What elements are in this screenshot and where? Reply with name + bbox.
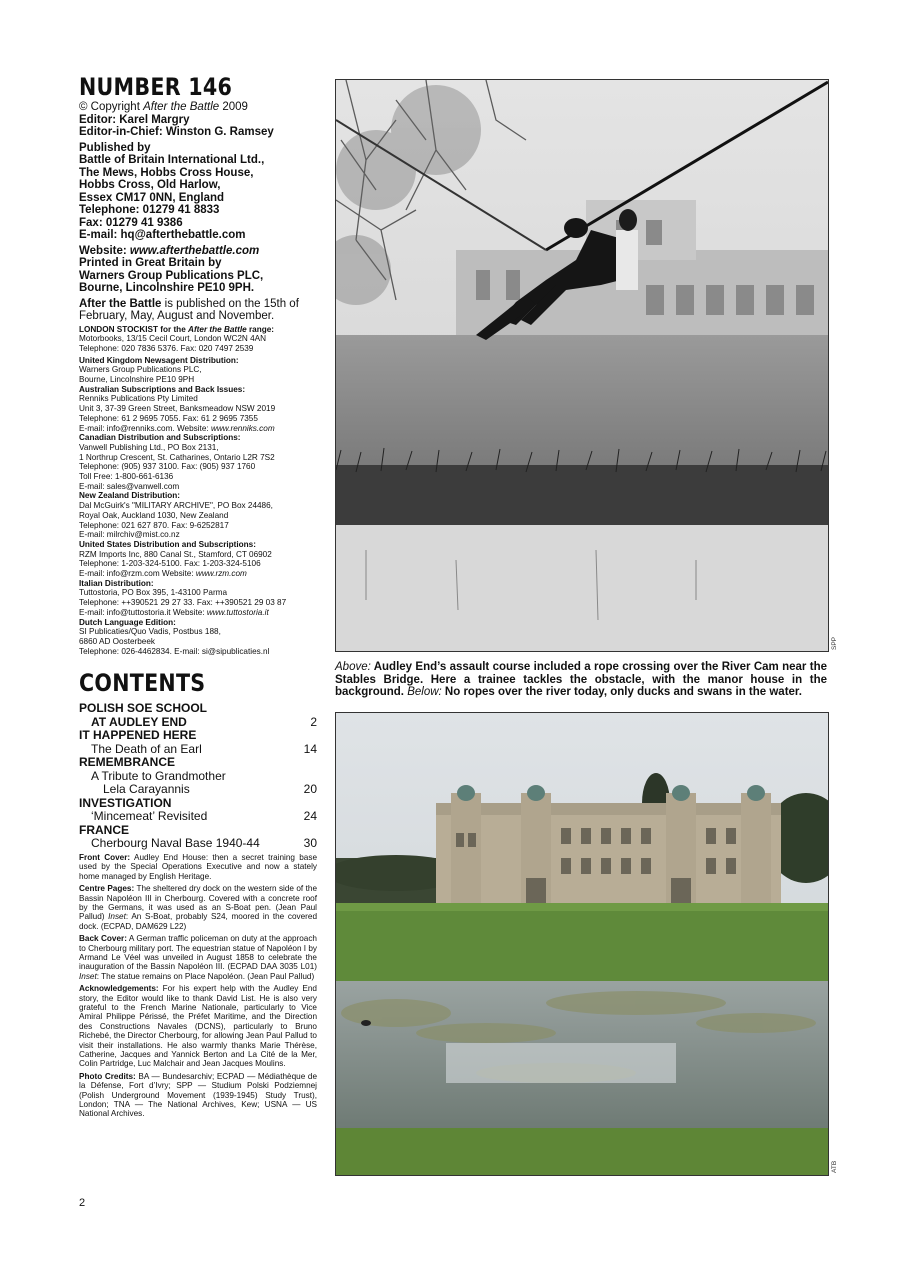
website-link[interactable]: www.afterthebattle.com [129, 244, 260, 257]
photo-caption: Above: Audley End’s assault course included a rope crossing over the River Cam near the Stables Bridge. Here a trainee tackles the obstacle, with the manor house in the background. Below: No ropes over the river today, only ducks and swans in the water. [335, 661, 827, 699]
issue-title: NUMBER 146 [79, 73, 233, 101]
nz-heading: New Zealand Distribution: [79, 491, 180, 501]
audley-end-today-photo [335, 712, 829, 1176]
editor-in-chief: Editor-in-Chief: Winston G. Ramsey [79, 126, 274, 138]
bottom-photo-credit: ATB [831, 1160, 838, 1173]
published-by: Published by [79, 141, 151, 154]
contents-list [79, 702, 317, 851]
cover-notes [79, 853, 317, 1119]
website-line: Website: www.afterthebattle.com [79, 244, 260, 257]
au-heading: Australian Subscriptions and Back Issues: [79, 384, 246, 394]
distribution-list: LONDON STOCKIST for the After the Battle range: Motorbooks, 13/15 Cecil Court, London WC2N 4AN Telephone: 020 7836 5376. Fax: 020 7497 2539 United Kingdom Newsagent Distribution: Warners Group Publications PLC, Bourne, Lincolnshire PE10 9PH Australian Subscriptions and Back Issues: Renniks Publications Pty Limited Unit 3, 37-39 Green Street, Banksmeadow NSW 2019 Telephone: 61 2 9695 7055. Fax: 61 2 9695 7355 E-mail: info@renniks.com. Website: www.renniks.com Canadian Distribution and Subscriptions: Vanwell Publishing Ltd., PO Box 2131, 1 Northrup Crescent, St. Catharines, Ontario L2R 7S2 Telephone: (905) 937 3100. Fax: (905) 937 1760 Toll Free: 1-800-661-6136 E-mail: sales@vanwell.com New Zealand Distribution: Dal McGuirk's "MILITARY ARCHIVE", PO Box 24486, Royal Oak, Auckland 1030, New Zealand Telephone: 021 627 870. Fax: 9-6252817 E-mail: milrchiv@mist.co.nz United States Distribution and Subscriptions: RZM Imports Inc, 880 Canal St., Stamford, CT 06902 Telephone: 1-203-324-5100. Fax: 1-203-324-5106 E-mail: info@rzm.com Website: www.rzm.com Italian Distribution: Tuttostoria, PO Box 395, 1-43100 Parma Telephone: ++390521 29 27 33. Fax: ++390521 29 03 87 E-mail: info@tuttostoria.it Website: www.tuttostoria.it Dutch Language Edition: SI Publicaties/Quo Vadis, Postbus 188, 6860 AD Oosterbeek Telephone: 026-4462834. E-mail: si@sipublicaties.nl [79, 325, 317, 657]
toc-item[interactable]: REMEMBRANCE A Tribute to Grandmother Lela Carayannis 20 [79, 755, 317, 797]
tuttostoria-link[interactable]: www.tuttostoria.it [206, 607, 269, 617]
toc-item[interactable]: INVESTIGATION ‘Mincemeat’ Revisited 24 [79, 795, 317, 824]
nl-heading: Dutch Language Edition: [79, 617, 176, 627]
rzm-link[interactable]: www.rzm.com [195, 569, 247, 579]
front-cover-note: Front Cover: Audley End House: then a secret training base used by the Special Operations Executive and now a stately home managed by English Heritage. [79, 852, 318, 881]
ca-heading: Canadian Distribution and Subscriptions: [79, 433, 241, 443]
toc-item[interactable]: IT HAPPENED HERE The Death of an Earl 14 [79, 728, 317, 756]
left-column [79, 74, 317, 1122]
top-photo-credit: SPP [831, 636, 838, 650]
rope-crossing-image [336, 80, 828, 651]
audley-end-image [336, 713, 828, 1175]
toc-item[interactable]: FRANCE Cherbourg Naval Base 1940-44 30 [79, 822, 317, 851]
back-cover-note: Back Cover: A German traffic policeman on duty at the approach to Cherbourg military port. The equestrian statue of Napoléon I by Armand Le Véel was unveiled in August 1858 to celebrate the inauguration of the Bassin Napoléon III. (ECPAD DAA 3035 L01) Inset: The statue remains on Place Napoléon. (Jean Paul Pallud) [79, 934, 317, 981]
contents-heading: CONTENTS [79, 669, 206, 698]
renniks-link[interactable]: www.renniks.com [210, 423, 275, 433]
publisher-lines: Battle of Britain International Ltd., The Mews, Hobbs Cross House, Hobbs Cross, Old Harlow, Essex CM17 0NN, England Telephone: 01279 41 8833 Fax: 01279 41 9386 E-mail: hq@afterthebattle.com [79, 154, 265, 241]
stockist-heading: LONDON STOCKIST for the After the Battle range: [79, 324, 275, 334]
printer-lines: Printed in Great Britain by Warners Group Publications PLC, Bourne, Lincolnshire PE10 9PH. [79, 257, 264, 294]
us-heading: United States Distribution and Subscriptions: [79, 539, 256, 549]
publication-schedule: After the Battle is published on the 15th of February, May, August and November. [79, 297, 299, 322]
photo-credits: Photo Credits: BA — Bundesarchiv; ECPAD — Médiathèque de la Défense, Fort d’Ivry; SPP — Studium Polski Podziemnej (Polish Underground Movement (1939-1945) Study Trust), London; TNA — The National Archives, Kew; USNA — US National Archives. [79, 1071, 317, 1119]
centre-pages-note: Centre Pages: The sheltered dry dock on the western side of the Bassin Napoléon III in Cherbourg. Covered with a concrete roof by the Germans, it was used as an S-Boat pen. (Jean Paul Pallud) Inset: An S-Boat, probably S24, moored in the covered dock. (ECPAD, DAM629 L22) [79, 884, 317, 931]
rope-crossing-photo [335, 79, 829, 652]
copyright: © Copyright After the Battle 2009 [79, 101, 248, 113]
acknowledgements: Acknowledgements: For his expert help with the Audley End story, the Editor would like to thank David List. He is also very grateful to the French Marine Nationale, particularly to Vice Amiral Philippe Périssé, the Préfet Maritime, and the Direction des Constructions Navales (DCNS), particularly to Bruno Richebé, the Director Cherbourg, for allowing Jean Paul Pallud to visit their installations. He also warmly thanks Marie Thérèse, Catherine, Jacques and Yannick Berton and La Cité de la Mer, Colin Partridge, Luc Malchair and Jean Jacques Moulins. [79, 984, 317, 1069]
uk-heading: United Kingdom Newsagent Distribution: [79, 355, 239, 365]
editor: Editor: Karel Margry [79, 113, 190, 126]
page-number: 2 [79, 1197, 86, 1209]
toc-item[interactable]: POLISH SOE SCHOOL AT AUDLEY END 2 [79, 701, 317, 729]
it-heading: Italian Distribution: [79, 578, 154, 588]
